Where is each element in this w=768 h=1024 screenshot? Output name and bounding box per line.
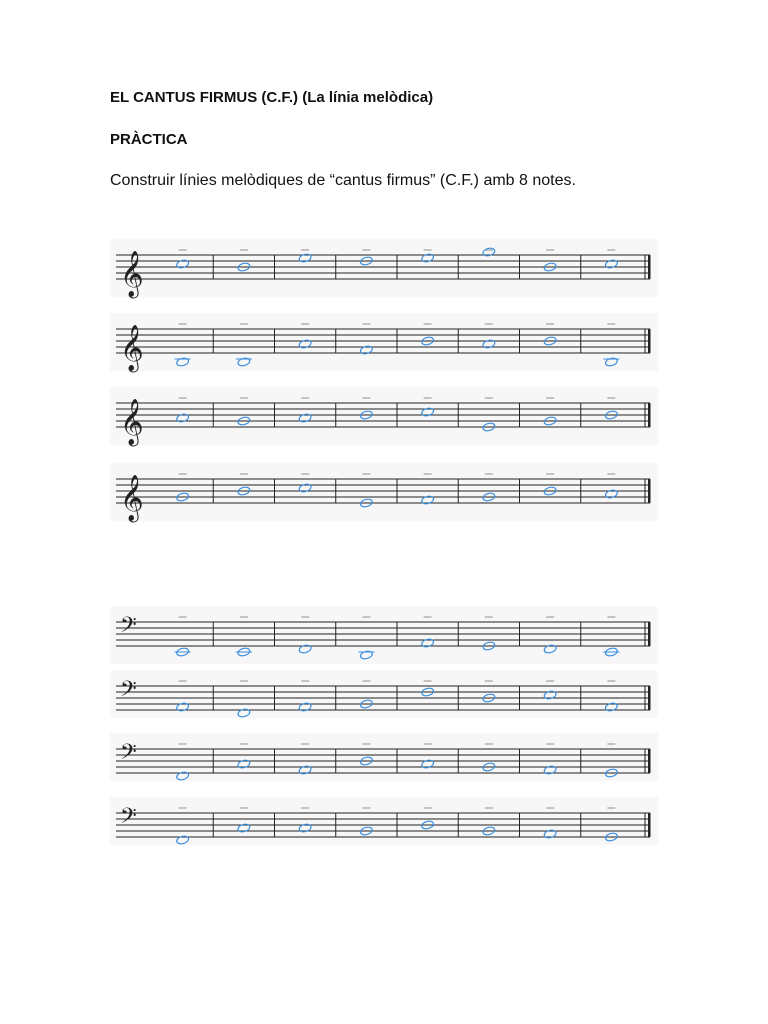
- whole-note: [237, 357, 250, 367]
- final-barline-thick: [648, 686, 651, 710]
- treble-clef-icon: 𝄞: [120, 251, 144, 297]
- whole-note: [482, 339, 495, 349]
- staff-bass-1-notation: [110, 606, 658, 664]
- whole-note: [176, 702, 189, 712]
- whole-note: [176, 835, 189, 845]
- final-barline-thick: [648, 749, 651, 773]
- bass-clef-icon: 𝄢: [120, 677, 137, 707]
- whole-note: [298, 823, 311, 833]
- whole-note: [543, 765, 556, 775]
- whole-note: [360, 650, 373, 660]
- whole-note: [237, 759, 250, 769]
- whole-note: [421, 253, 434, 263]
- whole-note: [360, 345, 373, 355]
- staff-bass-4: [110, 797, 658, 845]
- staff-treble-4: [110, 463, 658, 521]
- whole-note: [482, 247, 495, 257]
- whole-note: [176, 771, 189, 781]
- staff-bass-3-notation: [110, 733, 658, 781]
- whole-note: [237, 708, 250, 718]
- whole-note: [298, 483, 311, 493]
- whole-note: [298, 702, 311, 712]
- final-barline-thick: [648, 622, 651, 646]
- staff-bass-4-notation: [110, 797, 658, 845]
- whole-note: [298, 253, 311, 263]
- whole-note: [421, 495, 434, 505]
- whole-note: [605, 259, 618, 269]
- staff-treble-2: [110, 313, 658, 371]
- whole-note: [298, 644, 311, 654]
- document-title: EL CANTUS FIRMUS (C.F.) (La línia melòdica): [110, 89, 434, 106]
- staff-treble-4-notation: [110, 463, 658, 521]
- whole-note: [298, 339, 311, 349]
- staff-treble-3: [110, 387, 658, 445]
- section-title: PRÀCTICA: [110, 131, 188, 148]
- whole-note: [605, 357, 618, 367]
- whole-note: [543, 690, 556, 700]
- whole-note: [543, 644, 556, 654]
- whole-note: [421, 638, 434, 648]
- staff-bass-2-notation: [110, 670, 658, 718]
- treble-clef-icon: 𝄞: [120, 325, 144, 371]
- staff-treble-1-notation: [110, 239, 658, 297]
- final-barline-thick: [648, 813, 651, 837]
- whole-note: [421, 407, 434, 417]
- final-barline-thick: [648, 329, 651, 353]
- treble-clef-icon: 𝄞: [120, 475, 144, 521]
- instruction-text: Construir línies melòdiques de “cantus firmus” (C.F.) amb 8 notes.: [110, 172, 576, 189]
- whole-note: [176, 357, 189, 367]
- whole-note: [176, 413, 189, 423]
- final-barline-thick: [648, 255, 651, 279]
- whole-note: [176, 259, 189, 269]
- whole-note: [298, 765, 311, 775]
- bass-clef-icon: 𝄢: [120, 804, 137, 834]
- whole-note: [421, 759, 434, 769]
- treble-clef-icon: 𝄞: [120, 399, 144, 445]
- staff-bass-1: [110, 606, 658, 664]
- whole-note: [543, 829, 556, 839]
- whole-note: [605, 702, 618, 712]
- staff-bass-2: [110, 670, 658, 718]
- whole-note: [237, 823, 250, 833]
- final-barline-thick: [648, 479, 651, 503]
- whole-note: [605, 489, 618, 499]
- staff-treble-3-notation: [110, 387, 658, 445]
- bass-clef-icon: 𝄢: [120, 740, 137, 770]
- staff-treble-2-notation: [110, 313, 658, 371]
- whole-note: [298, 413, 311, 423]
- staff-treble-1: [110, 239, 658, 297]
- final-barline-thick: [648, 403, 651, 427]
- bass-clef-icon: 𝄢: [120, 613, 137, 643]
- staff-bass-3: [110, 733, 658, 781]
